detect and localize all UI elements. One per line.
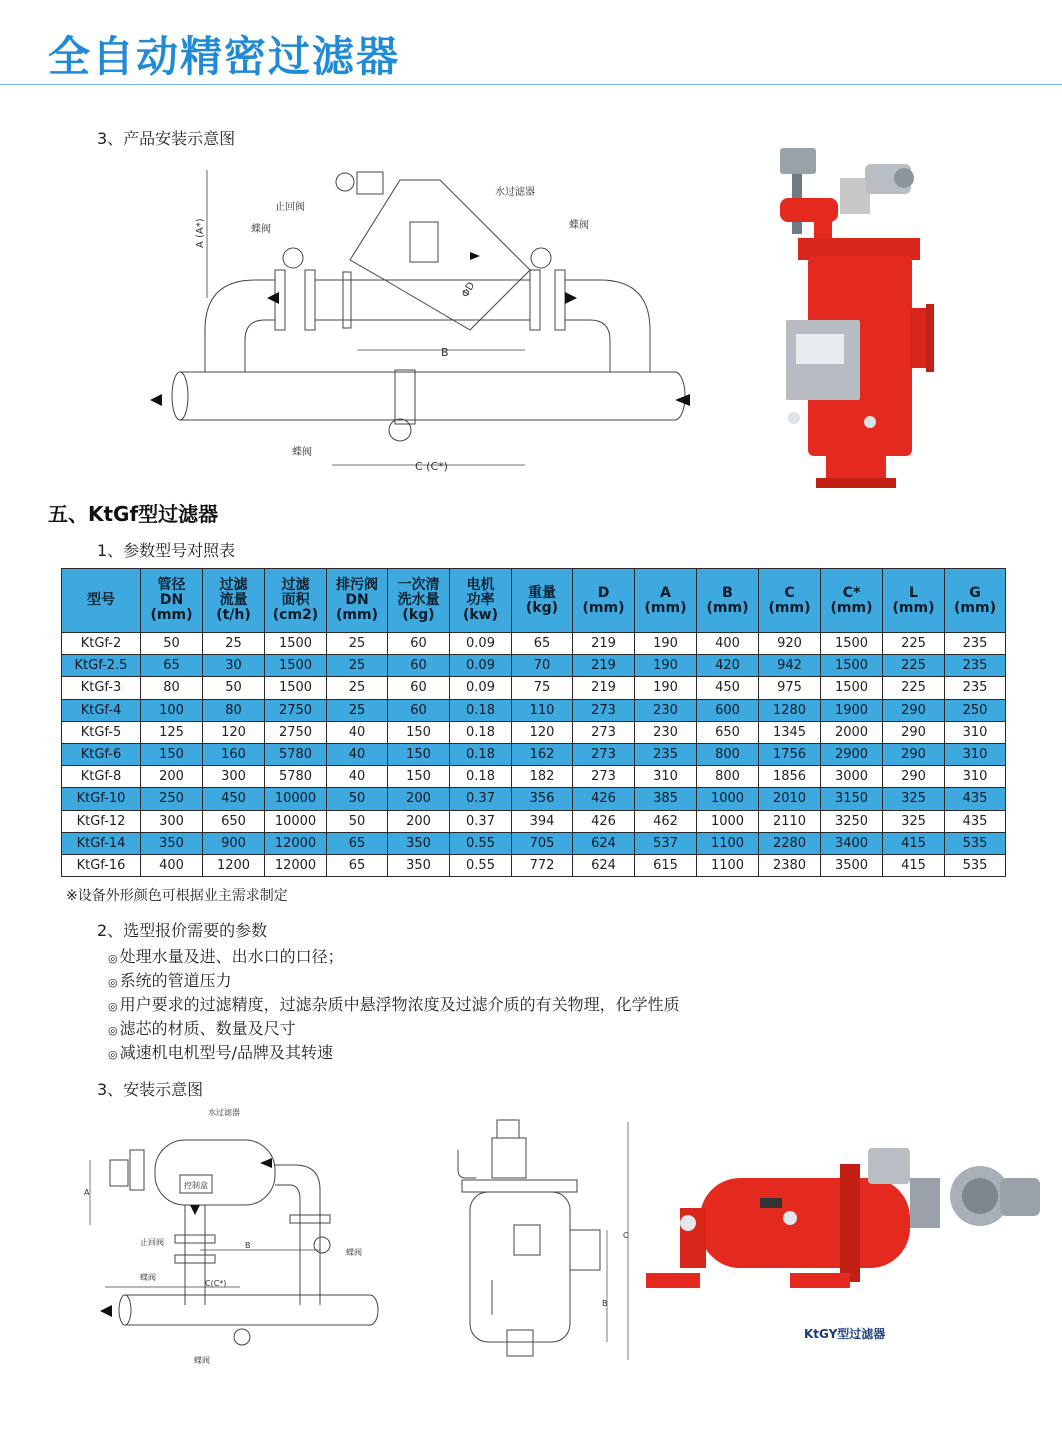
header-line: L [909,584,918,601]
list-item: ◎ 处理水量及进、出水口的口径； [108,947,344,966]
color-note: ※设备外形颜色可根据业主需求制定 [66,888,288,904]
table-cell: 3250 [821,810,883,832]
header-line: 洗水量 [397,592,440,608]
table-cell: 273 [573,699,635,721]
table-cell: 60 [388,633,450,655]
table-cell: 0.18 [450,699,512,721]
table-row [62,677,1006,699]
list-item: ◎ 系统的管道压力 [108,971,232,990]
header-line: (mm) [150,607,193,623]
table-cell: 5780 [265,766,327,788]
table-cell: 1500 [265,677,327,699]
butterfly-valve-right-label: 蝶阀 [569,220,589,231]
table-header-cell [327,569,388,633]
table-cell: 290 [883,766,945,788]
model-cell: KtGf-2 [62,633,141,655]
table-cell: 650 [697,721,759,743]
table-cell: 1345 [759,721,821,743]
table-row [62,633,1006,655]
table-cell: 25 [327,633,388,655]
table-cell: 615 [635,854,697,876]
header-line: (kg) [525,599,559,616]
table-cell: 190 [635,677,697,699]
table-cell: 310 [635,766,697,788]
table-cell: 0.09 [450,633,512,655]
table-cell: 1100 [697,854,759,876]
header-line: C [784,584,795,601]
header-line: G [969,584,981,601]
model-cell: KtGf-8 [62,766,141,788]
table-cell: 2000 [821,721,883,743]
table-cell: 0.18 [450,743,512,765]
table-cell: 0.18 [450,766,512,788]
table-cell: 462 [635,810,697,832]
table-cell: 975 [759,677,821,699]
table-cell: 0.09 [450,655,512,677]
table-cell: 25 [327,655,388,677]
header-line: (mm) [892,599,935,616]
table-cell: 1500 [265,633,327,655]
table-header-cell [945,569,1006,633]
header-line: A [660,584,671,601]
butterfly-valve-label: 蝶阀 [346,1248,362,1257]
table-cell: 0.55 [450,854,512,876]
table-cell: 415 [883,854,945,876]
table-cell: 30 [203,655,265,677]
header-line: 电机 [466,577,495,593]
model-cell: KtGf-14 [62,832,141,854]
table-row [62,743,1006,765]
table-cell: 12000 [265,832,327,854]
table-cell: 219 [573,677,635,699]
table-cell: 350 [141,832,203,854]
ktgy-filter-photo [640,1138,1050,1323]
table-cell: 10000 [265,788,327,810]
table-cell: 325 [883,810,945,832]
table-cell: 1100 [697,832,759,854]
header-line: 过滤 [281,577,310,593]
table-cell: 273 [573,721,635,743]
table-header-cell [450,569,512,633]
dim-d-label: ΦD [460,280,478,300]
table-cell: 160 [203,743,265,765]
table-cell: 225 [883,633,945,655]
table-cell: 150 [388,743,450,765]
red-vertical-filter-photo [770,138,940,493]
table-cell: 65 [141,655,203,677]
table-cell: 219 [573,655,635,677]
dim-b-label: B [441,346,449,359]
model-cell: KtGf-10 [62,788,141,810]
table-cell: 420 [697,655,759,677]
table-row [62,655,1006,677]
table-cell: 3400 [821,832,883,854]
dim-a-label: A [84,1188,90,1197]
table-header-cell [62,569,141,633]
header-line: 一次清 [397,577,440,593]
table-header-cell [573,569,635,633]
selection-list [108,946,680,1066]
ktgy-caption: KtGY型过滤器 [804,1327,886,1341]
table-header-cell [388,569,450,633]
table-cell: 426 [573,788,635,810]
table-cell: 400 [141,854,203,876]
table-header-row [62,569,1006,633]
table-cell: 1856 [759,766,821,788]
header-line: (mm) [830,599,873,616]
header-line: 面积 [281,592,310,608]
table-cell: 310 [945,743,1006,765]
table-cell: 120 [512,721,573,743]
table-cell: 75 [512,677,573,699]
butterfly-valve-label: 蝶阀 [140,1273,156,1282]
table-cell: 450 [203,788,265,810]
header-line: DN [345,592,369,608]
table-cell: 50 [203,677,265,699]
table-header-cell [883,569,945,633]
table-cell: 400 [697,633,759,655]
table-cell: 5780 [265,743,327,765]
table-cell: 65 [327,854,388,876]
table-cell: 1500 [821,633,883,655]
table-cell: 450 [697,677,759,699]
table-cell: 2010 [759,788,821,810]
table-cell: 25 [327,699,388,721]
model-cell: KtGf-16 [62,854,141,876]
table-cell: 290 [883,743,945,765]
check-valve-label: 止回阀 [275,202,305,213]
table-cell: 65 [512,633,573,655]
table-cell: 12000 [265,854,327,876]
table-cell: 385 [635,788,697,810]
table-cell: 0.37 [450,810,512,832]
table-cell: 350 [388,832,450,854]
header-line: (mm) [706,599,749,616]
install-line-drawing-2 [70,1105,390,1367]
table-cell: 3500 [821,854,883,876]
table-cell: 0.55 [450,832,512,854]
water-filter-label: 水过滤器 [495,187,535,198]
table-cell: 1000 [697,810,759,832]
table-cell: 2900 [821,743,883,765]
list-item: ◎ 滤芯的材质、数量及尺寸 [108,1019,296,1038]
table-header-cell [512,569,573,633]
table-cell: 50 [327,788,388,810]
dim-a-label: A (A*) [195,218,206,248]
table-cell: 60 [388,677,450,699]
header-line: 排污阀 [336,577,378,593]
table-cell: 1200 [203,854,265,876]
header-line: (mm) [768,599,811,616]
header-line: (mm) [644,599,687,616]
table-cell: 10000 [265,810,327,832]
table-cell: 40 [327,743,388,765]
title-divider [0,84,1062,85]
table-cell: 2110 [759,810,821,832]
table-cell: 1500 [821,655,883,677]
table-cell: 235 [945,677,1006,699]
table-cell: 150 [388,721,450,743]
table-cell: 0.37 [450,788,512,810]
model-cell: KtGf-6 [62,743,141,765]
header-line: (t/h) [216,607,251,623]
table-cell: 0.09 [450,677,512,699]
table-cell: 394 [512,810,573,832]
table-cell: 624 [573,832,635,854]
table-cell: 2280 [759,832,821,854]
header-line: (kg) [402,607,435,623]
header-line: (cm2) [272,607,319,623]
table-cell: 310 [945,766,1006,788]
table-cell: 1500 [821,677,883,699]
header-line: (kw) [462,607,499,623]
header-line: (mm) [582,599,625,616]
table-cell: 426 [573,810,635,832]
table-row [62,721,1006,743]
model-cell: KtGf-3 [62,677,141,699]
table-cell: 705 [512,832,573,854]
table-cell: 40 [327,721,388,743]
table-cell: 120 [203,721,265,743]
header-line: (mm) [336,607,378,623]
install-line-drawing-1 [145,160,715,480]
table-row [62,810,1006,832]
table-cell: 800 [697,743,759,765]
table-row [62,699,1006,721]
table-cell: 190 [635,633,697,655]
table-cell: 219 [573,633,635,655]
table-cell: 800 [697,766,759,788]
table-cell: 920 [759,633,821,655]
table-row [62,832,1006,854]
table-cell: 624 [573,854,635,876]
param-table [61,568,1006,877]
table-cell: 600 [697,699,759,721]
table-cell: 435 [945,810,1006,832]
table-cell: 65 [327,832,388,854]
table-cell: 250 [945,699,1006,721]
table-cell: 537 [635,832,697,854]
table-cell: 25 [203,633,265,655]
table-cell: 200 [388,788,450,810]
section-ktgf-heading: 五、KtGf型过滤器 [48,502,219,526]
butterfly-valve-bottom-label: 蝶阀 [292,447,312,458]
table-cell: 1280 [759,699,821,721]
table-cell: 182 [512,766,573,788]
table-header-cell [697,569,759,633]
table-cell: 535 [945,854,1006,876]
model-cell: KtGf-2.5 [62,655,141,677]
table-header-cell [141,569,203,633]
table-cell: 25 [327,677,388,699]
table-cell: 80 [141,677,203,699]
list-item: ◎ 用户要求的过滤精度，过滤杂质中悬浮物浓度及过滤介质的有关物理，化学性质 [108,995,680,1014]
table-header-cell [203,569,265,633]
table-cell: 225 [883,655,945,677]
table-cell: 290 [883,721,945,743]
model-cell: KtGf-4 [62,699,141,721]
table-cell: 772 [512,854,573,876]
install-diagram-heading: 3、产品安装示意图 [97,129,236,148]
table-cell: 2380 [759,854,821,876]
table-cell: 70 [512,655,573,677]
table-row [62,766,1006,788]
table-cell: 350 [388,854,450,876]
table-cell: 290 [883,699,945,721]
table-cell: 650 [203,810,265,832]
dim-c-label: C(C*) [205,1279,227,1288]
table-cell: 0.18 [450,721,512,743]
model-cell: KtGf-5 [62,721,141,743]
dim-b-side-label: B [602,1299,608,1308]
table-cell: 50 [327,810,388,832]
header-line: 重量 [528,584,556,601]
table-cell: 225 [883,677,945,699]
table-cell: 190 [635,655,697,677]
table-cell: 100 [141,699,203,721]
table-cell: 235 [945,655,1006,677]
table-header-cell [265,569,327,633]
header-line: (mm) [954,599,996,616]
table-cell: 273 [573,743,635,765]
table-cell: 900 [203,832,265,854]
table-cell: 2750 [265,699,327,721]
header-line: B [722,584,733,601]
table-cell: 50 [141,633,203,655]
check-valve-label: 止回阀 [140,1238,164,1247]
table-cell: 60 [388,699,450,721]
header-line: 流量 [219,592,248,608]
header-line: 过滤 [219,577,248,593]
table-cell: 300 [141,810,203,832]
header-line: C* [842,584,861,601]
butterfly-valve-left-label: 蝶阀 [251,224,271,235]
param-table-heading: 1、参数型号对照表 [97,541,236,560]
table-header-cell [635,569,697,633]
table-cell: 535 [945,832,1006,854]
butterfly-valve-label: 蝶阀 [194,1356,210,1365]
table-cell: 162 [512,743,573,765]
header-line: 功率 [466,592,495,608]
table-cell: 942 [759,655,821,677]
table-cell: 1000 [697,788,759,810]
install-diagram-2-heading: 3、安装示意图 [97,1080,204,1099]
table-cell: 60 [388,655,450,677]
table-cell: 3150 [821,788,883,810]
table-cell: 310 [945,721,1006,743]
water-filter-label: 水过滤器 [208,1108,240,1117]
model-cell: KtGf-12 [62,810,141,832]
table-cell: 435 [945,788,1006,810]
vertical-filter-drawing [452,1110,637,1365]
table-cell: 300 [203,766,265,788]
header-line: D [597,584,610,601]
table-cell: 125 [141,721,203,743]
table-cell: 1900 [821,699,883,721]
table-header-cell [821,569,883,633]
dim-c-side-label: C [623,1231,629,1240]
table-header-cell [759,569,821,633]
table-cell: 235 [945,633,1006,655]
table-row [62,788,1006,810]
table-cell: 200 [141,766,203,788]
selection-heading: 2、选型报价需要的参数 [97,921,268,940]
table-cell: 325 [883,788,945,810]
table-cell: 2750 [265,721,327,743]
control-box-label: 控制盒 [184,1181,208,1190]
header-line: 管径 [157,577,186,593]
table-cell: 235 [635,743,697,765]
dim-b-label: B [245,1241,251,1250]
table-cell: 356 [512,788,573,810]
page-title: 全自动精密过滤器 [48,32,401,81]
table-body [62,633,1006,877]
header-line: DN [159,592,184,608]
table-cell: 415 [883,832,945,854]
table-cell: 230 [635,721,697,743]
table-cell: 3000 [821,766,883,788]
table-cell: 80 [203,699,265,721]
table-cell: 1500 [265,655,327,677]
list-item: ◎ 减速机电机型号/品牌及其转速 [108,1043,334,1062]
table-cell: 150 [141,743,203,765]
table-cell: 150 [388,766,450,788]
table-row [62,854,1006,876]
table-cell: 1756 [759,743,821,765]
table-cell: 200 [388,810,450,832]
table-cell: 230 [635,699,697,721]
header-line: 型号 [87,592,115,608]
table-cell: 40 [327,766,388,788]
table-cell: 273 [573,766,635,788]
table-cell: 110 [512,699,573,721]
dim-c-label: C (C*) [415,460,448,473]
table-cell: 250 [141,788,203,810]
